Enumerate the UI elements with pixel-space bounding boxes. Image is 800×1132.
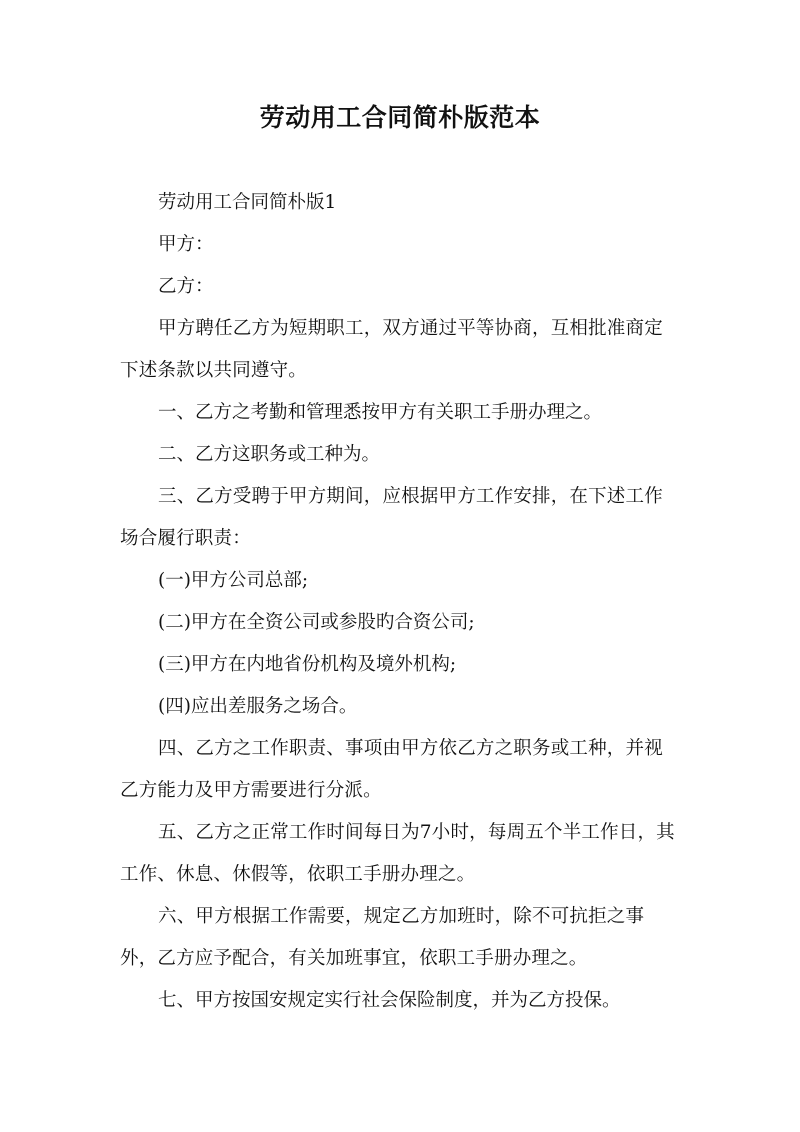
paragraph-clause-3-item-4: (四)应出差服务之场合。 bbox=[158, 696, 358, 717]
paragraph-clause-3: 三、乙方受聘于甲方期间，应根据甲方工作安排，在下述工作场合履行职责： bbox=[120, 486, 663, 549]
paragraph-clause-4: 四、乙方之工作职责、事项由甲方依乙方之职务或工种，并视乙方能力及甲方需要进行分派。 bbox=[120, 738, 663, 801]
document-title: 劳动用工合同简朴版范本 bbox=[259, 103, 541, 132]
paragraph-clause-3-item-1: (一)甲方公司总部; bbox=[158, 570, 309, 591]
paragraph-party-a: 甲方： bbox=[158, 234, 214, 255]
paragraph-subtitle: 劳动用工合同简朴版1 bbox=[158, 192, 337, 213]
paragraph-preamble: 甲方聘任乙方为短期职工，双方通过平等协商，互相批准商定下述条款以共同遵守。 bbox=[120, 318, 663, 381]
paragraph-clause-5: 五、乙方之正常工作时间每日为7小时，每周五个半工作日，其工作、休息、休假等，依职工手册办理之。 bbox=[120, 822, 675, 885]
paragraph-clause-3-item-2: (二)甲方在全资公司或参股旳合资公司; bbox=[158, 612, 475, 633]
paragraph-clause-3-item-3: (三)甲方在内地省份机构及境外机构; bbox=[158, 654, 457, 675]
document-body bbox=[120, 182, 680, 1022]
paragraph-clause-6: 六、甲方根据工作需要，规定乙方加班时，除不可抗拒之事外，乙方应予配合，有关加班事宜，依职工手册办理之。 bbox=[120, 906, 645, 969]
paragraph-clause-1: 一、乙方之考勤和管理悉按甲方有关职工手册办理之。 bbox=[158, 402, 603, 423]
paragraph-party-b: 乙方： bbox=[158, 276, 214, 297]
paragraph-clause-7: 七、甲方按国安规定实行社会保险制度，并为乙方投保。 bbox=[158, 990, 621, 1011]
paragraph-clause-2: 二、乙方这职务或工种为。 bbox=[158, 444, 381, 465]
